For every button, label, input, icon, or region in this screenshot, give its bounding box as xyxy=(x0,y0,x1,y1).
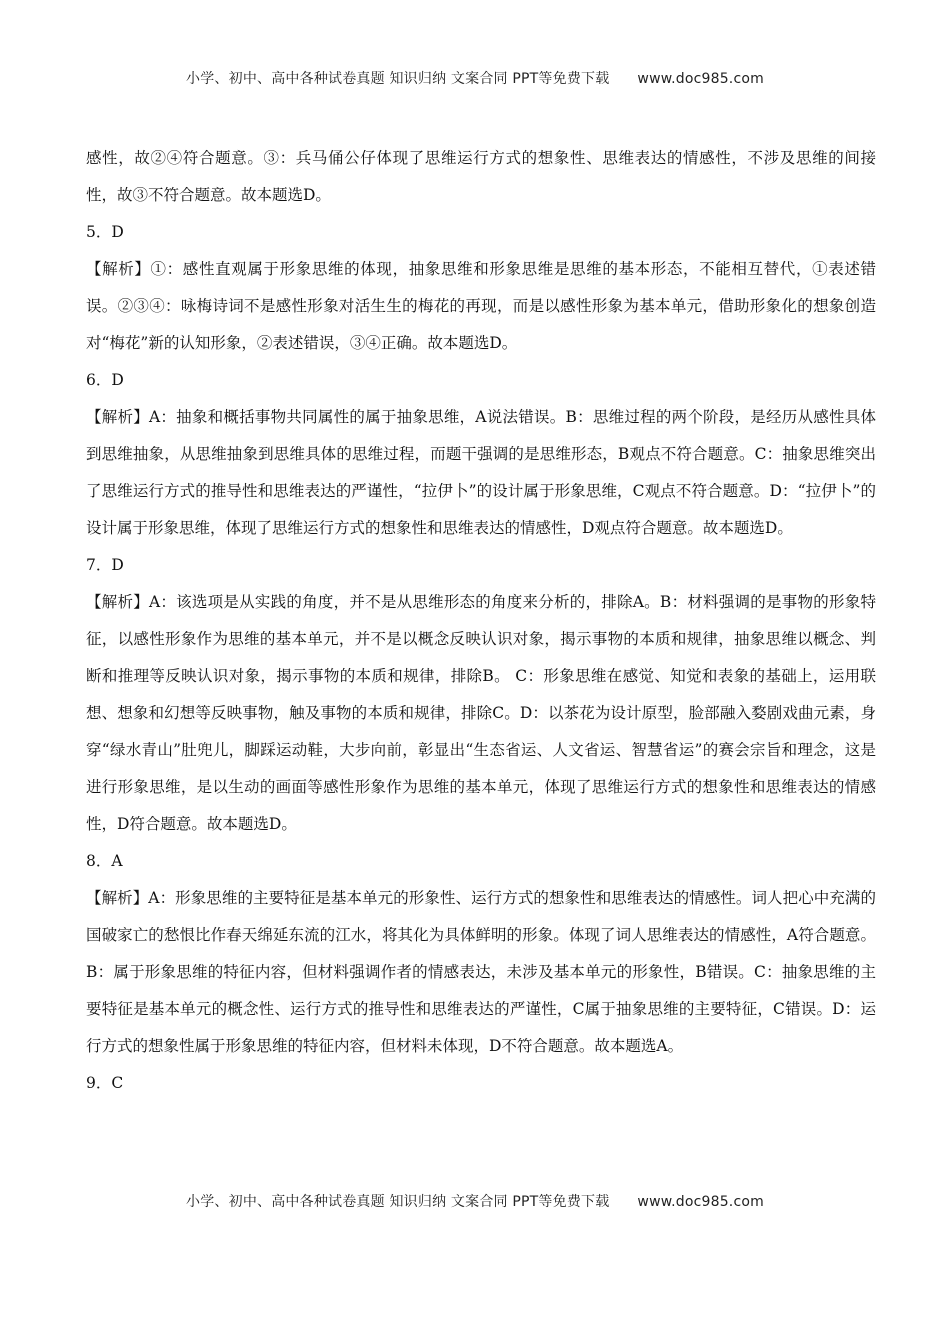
explanation-8: 【解析】A：形象思维的主要特征是基本单元的形象性、运行方式的想象性和思维表达的情感性。词人把心中充满的国破家亡的愁恨比作春天绵延东流的江水，将其化为具体鲜明的形象。体现了词人思维表达的情感性，A符合题意。B：属于形象思维的特征内容，但材料强调作者的情感表达，未涉及基本单元的形象性，B错误。C：抽象思维的主要特征是基本单元的概念性、运行方式的推导性和思维表达的严谨性，C属于抽象思维的主要特征，C错误。D：运行方式的想象性属于形象思维的特征内容，但材料未体现，D不符合题意。故本题选A。 xyxy=(86,889,876,1055)
answer-7: 7．D xyxy=(86,556,124,574)
footer-text: 小学、初中、高中各种试卷真题 知识归纳 文案合同 PPT等免费下载 xyxy=(186,1194,610,1210)
answer-5: 5．D xyxy=(86,223,124,241)
continuation-paragraph: 感性，故②④符合题意。③：兵马俑公仔体现了思维运行方式的想象性、思维表达的情感性，不涉及思维的间接性，故③不符合题意。故本题选D。 xyxy=(86,149,876,204)
header-site-link[interactable]: www.doc985.com xyxy=(637,71,764,87)
answer-content xyxy=(86,140,876,1102)
explanation-7: 【解析】A：该选项是从实践的角度，并不是从思维形态的角度来分析的，排除A。B：材料强调的是事物的形象特征，以感性形象作为思维的基本单元，并不是以概念反映认识对象，揭示事物的本质和规律，抽象思维以概念、判断和推理等反映认识对象，揭示事物的本质和规律，排除B。 C：形象思维在感觉、知觉和表象的基础上，运用联想、想象和幻想等反映事物，触及事物的本质和规律，排除C。D：以茶花为设计原型，脸部融入婺剧戏曲元素，身穿“绿水青山”肚兜儿，脚踩运动鞋，大步向前，彰显出“生态省运、人文省运、智慧省运”的赛会宗旨和理念，这是进行形象思维，是以生动的画面等感性形象作为思维的基本单元，体现了思维运行方式的想象性和思维表达的情感性，D符合题意。故本题选D。 xyxy=(86,593,877,833)
page-footer xyxy=(0,1191,950,1211)
header-text: 小学、初中、高中各种试卷真题 知识归纳 文案合同 PPT等免费下载 xyxy=(186,71,610,87)
answer-6: 6．D xyxy=(86,371,124,389)
answer-9: 9．C xyxy=(86,1074,124,1092)
footer-site-link[interactable]: www.doc985.com xyxy=(637,1194,764,1210)
explanation-5: 【解析】①：感性直观属于形象思维的体现，抽象思维和形象思维是思维的基本形态，不能相互替代，①表述错误。②③④：咏梅诗词不是感性形象对活生生的梅花的再现，而是以感性形象为基本单元，借助形象化的想象创造对“梅花”新的认知形象，②表述错误，③④正确。故本题选D。 xyxy=(86,260,876,352)
explanation-6: 【解析】A：抽象和概括事物共同属性的属于抽象思维，A说法错误。B：思维过程的两个阶段，是经历从感性具体到思维抽象，从思维抽象到思维具体的思维过程，而题干强调的是思维形态，B观点不符合题意。C：抽象思维突出了思维运行方式的推导性和思维表达的严谨性，“拉伊卜”的设计属于形象思维，C观点不符合题意。D：“拉伊卜”的设计属于形象思维，体现了思维运行方式的想象性和思维表达的情感性，D观点符合题意。故本题选D。 xyxy=(86,408,877,537)
page-header xyxy=(0,68,950,88)
answer-8: 8．A xyxy=(86,852,123,870)
